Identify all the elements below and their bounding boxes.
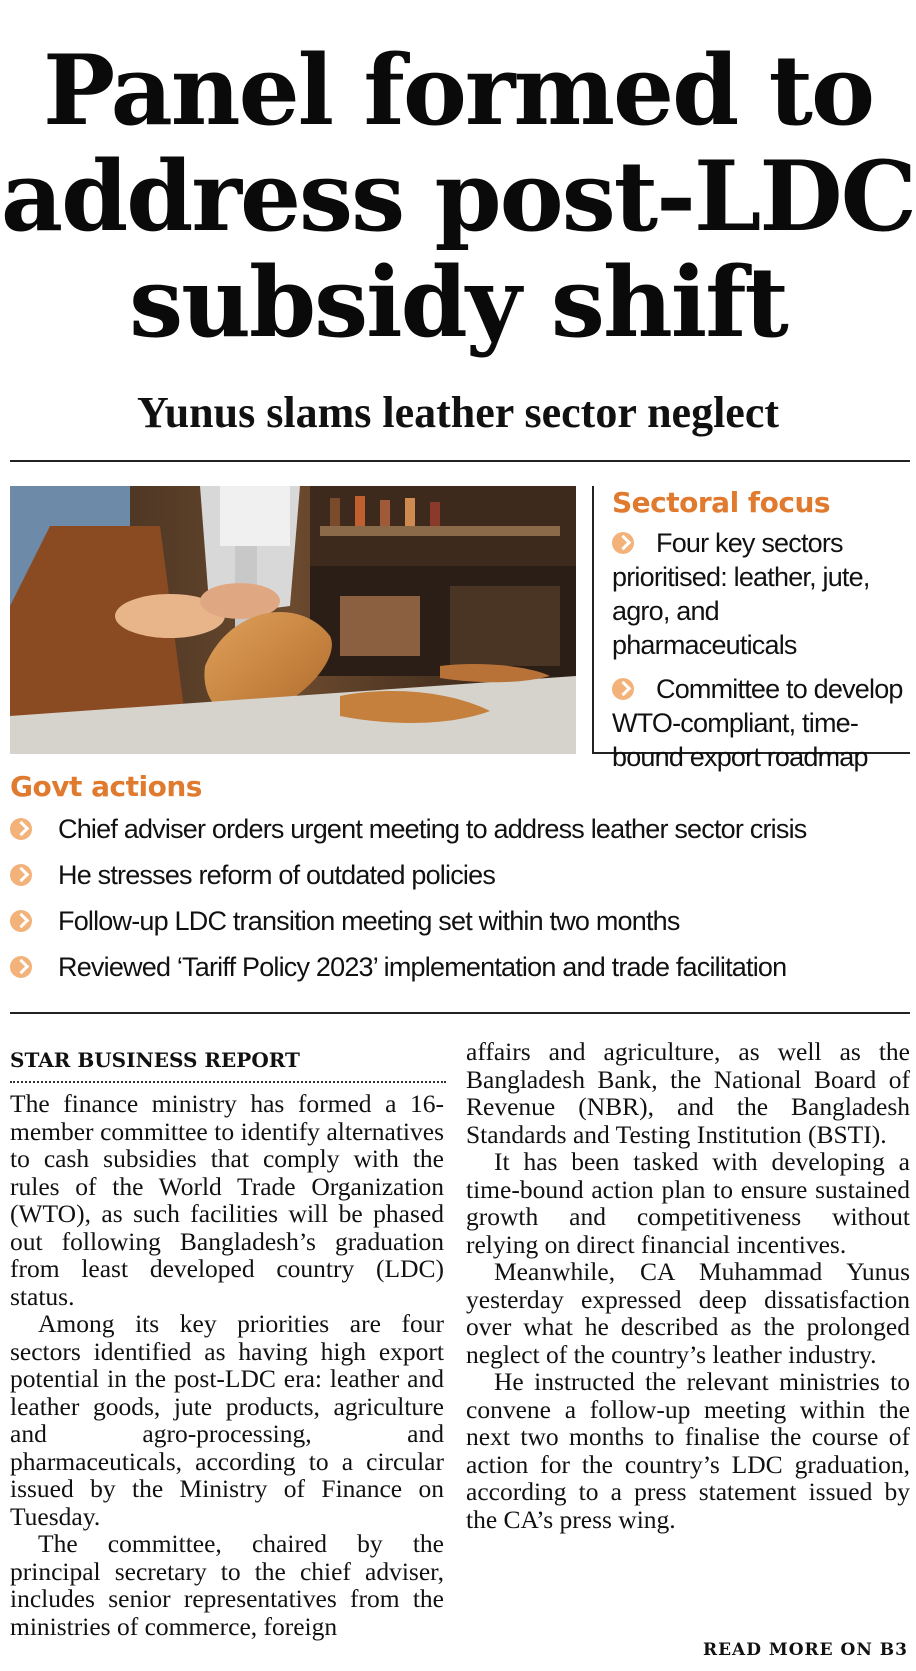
article-column-left [10, 1090, 444, 1640]
list-item [612, 672, 910, 774]
list-item-text: Committee to develop WTO-compliant, time-bound export roadmap [612, 674, 903, 772]
govt-actions-title: Govt actions [10, 770, 202, 803]
headline-line-1: Panel formed to [42, 34, 874, 147]
paragraph: Meanwhile, CA Muhammad Yunus yesterday expressed deep dissatisfaction over what he described as the prolonged neglect of the country’s leather industry. [466, 1257, 910, 1369]
byline-dotted-rule [10, 1081, 446, 1083]
list-item [10, 950, 910, 984]
govt-actions-section [10, 770, 910, 996]
paragraph: The committee, chaired by the principal secretary to the chief adviser, includes senior representatives from the ministries of commerce, foreign [10, 1529, 444, 1641]
govt-actions-list [10, 812, 910, 984]
headline [0, 34, 916, 359]
list-item [10, 904, 910, 938]
article-column-right [466, 1038, 910, 1533]
paragraph: The finance ministry has formed a 16-member committee to identify alternatives to cash subsidies that comply with the rules of the World Trade Organization (WTO), as such facilities will be phased out following Bangladesh’s graduation from least developed country (LDC) status. [10, 1089, 444, 1311]
arrow-bullet-icon [10, 864, 32, 886]
sectoral-focus-list [612, 526, 910, 774]
leather-craft-photo [10, 486, 576, 754]
list-item-text: Chief adviser orders urgent meeting to address leather sector crisis [58, 814, 807, 844]
paragraph: It has been tasked with developing a time-bound action plan to ensure sustained growth and competitiveness without relying on direct financial incentives. [466, 1147, 910, 1259]
list-item-text: Follow-up LDC transition meeting set within two months [58, 906, 680, 936]
list-item-text: Four key sectors prioritised: leather, jute, agro, and pharmaceuticals [612, 528, 870, 660]
arrow-bullet-icon [10, 818, 32, 840]
paragraph: He instructed the relevant ministries to convene a follow-up meeting within the next two months to finalise the course of action for the country’s LDC graduation, according to a press statement issued by the CA’s press wing. [466, 1367, 910, 1534]
subheadline: Yunus slams leather sector neglect [136, 388, 780, 437]
list-item [612, 526, 910, 662]
paragraph: Among its key priorities are four sectors identified as having high export potential in the post-LDC era: leather and leather goods, jute products, agriculture and agro-processing, and pharmaceuticals, according to a circular issued by the Ministry of Finance on Tuesday. [10, 1309, 444, 1531]
headline-line-2: address post-LDC [0, 140, 916, 253]
list-item [10, 858, 910, 892]
list-item [10, 812, 910, 846]
section-divider [10, 1012, 910, 1014]
read-more-link[interactable]: READ MORE ON B3 [702, 1640, 908, 1660]
sectoral-focus-box [592, 486, 910, 772]
sectoral-focus-title: Sectoral focus [612, 486, 831, 519]
arrow-bullet-icon [612, 532, 634, 554]
list-item-text: Reviewed ‘Tariff Policy 2023’ implementation and trade facilitation [58, 952, 787, 982]
headline-line-3: subsidy shift [129, 246, 787, 359]
arrow-bullet-icon [10, 910, 32, 932]
byline: STAR BUSINESS REPORT [10, 1048, 300, 1072]
paragraph: affairs and agriculture, as well as the Bangladesh Bank, the National Board of Revenue (NBR), and the Bangladesh Standards and Testing Institution (BSTI). [466, 1037, 910, 1149]
arrow-bullet-icon [10, 956, 32, 978]
list-item-text: He stresses reform of outdated policies [58, 860, 496, 890]
arrow-bullet-icon [612, 678, 634, 700]
top-divider [10, 460, 910, 462]
